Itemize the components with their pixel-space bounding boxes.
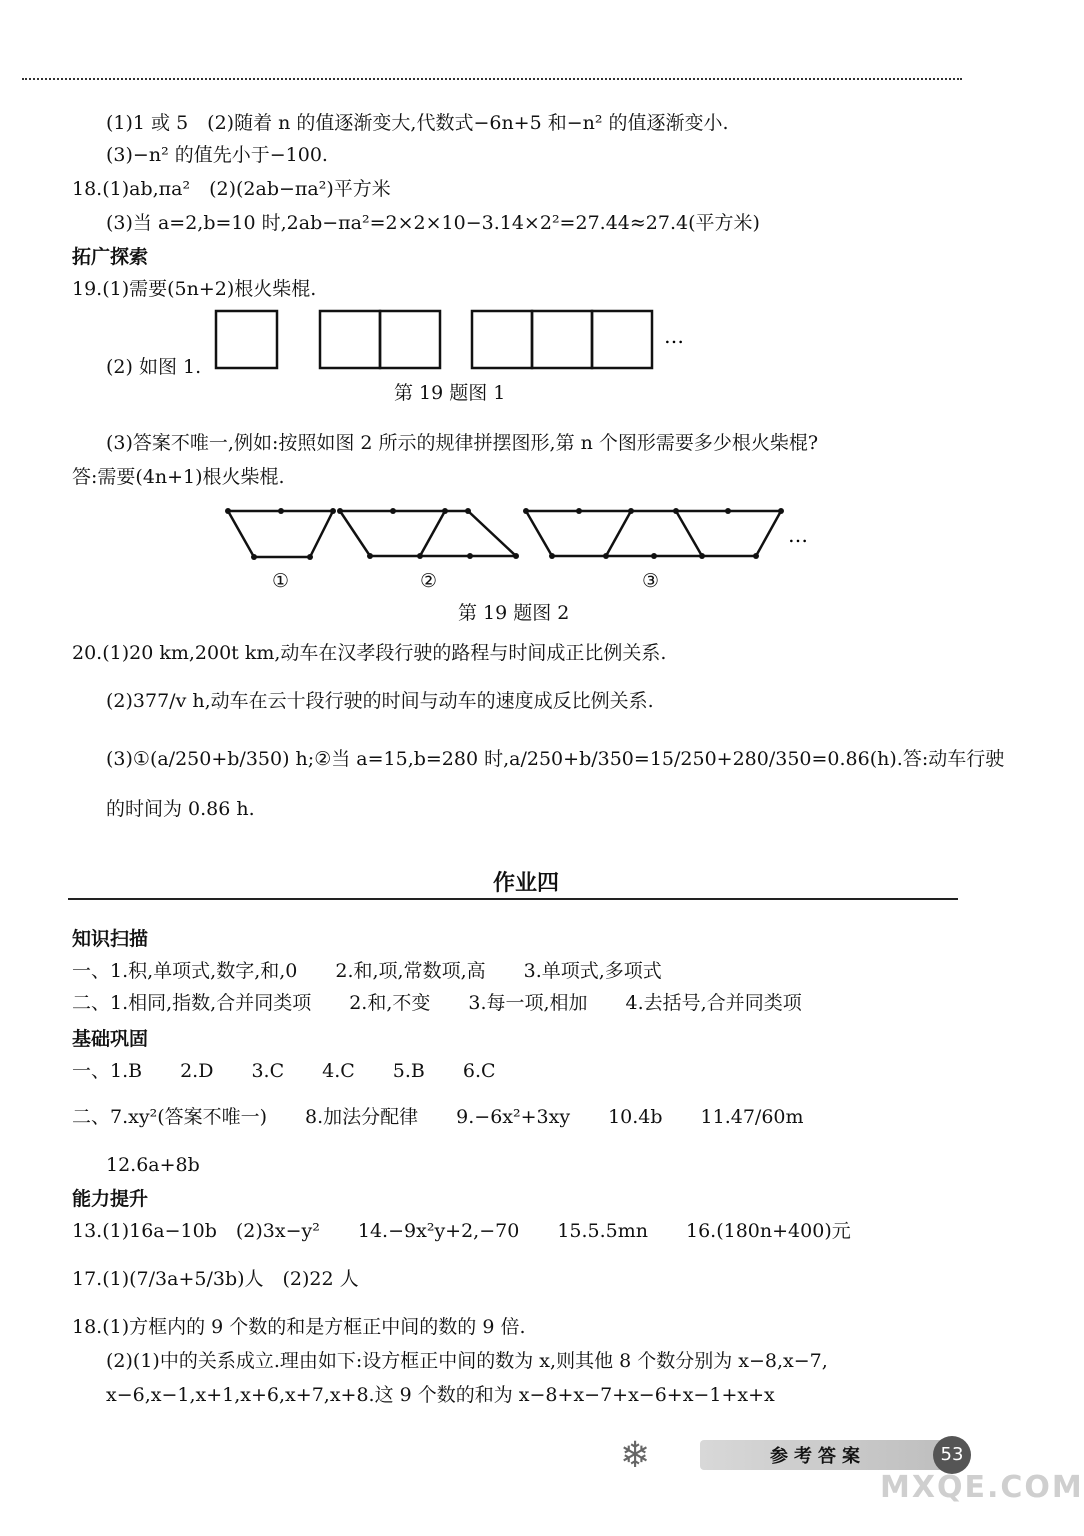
answer-20-line-1: 20.(1)20 km,200t km,动车在汉孝段行驶的路程与时间成正比例关系. xyxy=(72,642,667,664)
footer-label: 参考答案 xyxy=(770,1446,866,1467)
answer-17-line-2: (3)−n² 的值先小于−100. xyxy=(106,144,328,166)
answer-19-line-3: (3)答案不唯一,例如:按照如图 2 所示的规律拼摆图形,第 n 个图形需要多少根火柴棍? xyxy=(106,432,819,454)
answer-20-line-4: 的时间为 0.86 h. xyxy=(106,798,255,820)
ability-line-4: (2)(1)中的关系成立.理由如下:设方框正中间的数为 x,则其他 8 个数分别为 x−8,x−7, xyxy=(106,1350,828,1372)
title-rule xyxy=(68,898,958,900)
figure-19-2-caption: 第 19 题图 2 xyxy=(458,602,570,624)
svg-text:…: … xyxy=(788,523,808,547)
answer-19-line-1: 19.(1)需要(5n+2)根火柴棍. xyxy=(72,278,317,300)
knowledge-line-1: 一、1.积,单项式,数字,和,0 2.和,项,常数项,高 3.单项式,多项式 xyxy=(72,960,662,982)
page-number: 53 xyxy=(933,1436,971,1474)
answer-20-line-2: (2)377/v h,动车在云十段行驶的时间与动车的速度成反比例关系. xyxy=(106,690,654,712)
basics-line-1: 一、1.B 2.D 3.C 4.C 5.B 6.C xyxy=(72,1060,496,1082)
ability-line-5: x−6,x−1,x+1,x+6,x+7,x+8.这 9 个数的和为 x−8+x−7+x−6+x−1+x+x xyxy=(106,1384,775,1406)
figure-label-3: ③ xyxy=(642,570,660,592)
answer-20-line-3: (3)①(a/250+b/350) h;②当 a=15,b=280 时,a/250+b/350=15/250+280/350=0.86(h).答:动车行驶 xyxy=(106,748,1005,770)
answer-19-line-4: 答:需要(4n+1)根火柴棍. xyxy=(72,466,285,488)
snowflake-icon: ❄ xyxy=(620,1435,651,1476)
figure-label-2: ② xyxy=(420,570,438,592)
figure-label-1: ① xyxy=(272,570,290,592)
section-heading-ability: 能力提升 xyxy=(72,1188,149,1210)
knowledge-line-2: 二、1.相同,指数,合并同类项 2.和,不变 3.每一项,相加 4.去括号,合并同类项 xyxy=(72,992,802,1014)
ability-line-3: 18.(1)方框内的 9 个数的和是方框正中间的数的 9 倍. xyxy=(72,1316,526,1338)
basics-line-3: 12.6a+8b xyxy=(106,1154,200,1176)
watermark: MXQE.COM xyxy=(880,1470,1084,1505)
answer-17-line-1: (1)1 或 5 (2)随着 n 的值逐渐变大,代数式−6n+5 和−n² 的值逐渐变小. xyxy=(106,112,729,134)
basics-line-2: 二、7.xy²(答案不唯一) 8.加法分配律 9.−6x²+3xy 10.4b 11.47/60m xyxy=(72,1106,804,1128)
section-heading-expand: 拓广探索 xyxy=(72,246,149,268)
section-title: 作业四 xyxy=(492,871,559,896)
figure-19-1-caption: 第 19 题图 1 xyxy=(394,382,506,404)
svg-text:…: … xyxy=(664,324,684,348)
ability-line-2: 17.(1)(7/3a+5/3b)人 (2)22 人 xyxy=(72,1268,359,1290)
section-heading-basics: 基础巩固 xyxy=(72,1028,149,1050)
section-heading-knowledge: 知识扫描 xyxy=(72,928,149,950)
answer-18-line-2: (3)当 a=2,b=10 时,2ab−πa²=2×2×10−3.14×2²=27.44≈27.4(平方米) xyxy=(106,212,760,234)
answer-18-line-1: 18.(1)ab,πa² (2)(2ab−πa²)平方米 xyxy=(72,178,391,200)
answer-19-line-2: (2) 如图 1. xyxy=(106,356,202,378)
ability-line-1: 13.(1)16a−10b (2)3x−y² 14.−9x²y+2,−70 15.5.5mn 16.(180n+400)元 xyxy=(72,1220,851,1242)
